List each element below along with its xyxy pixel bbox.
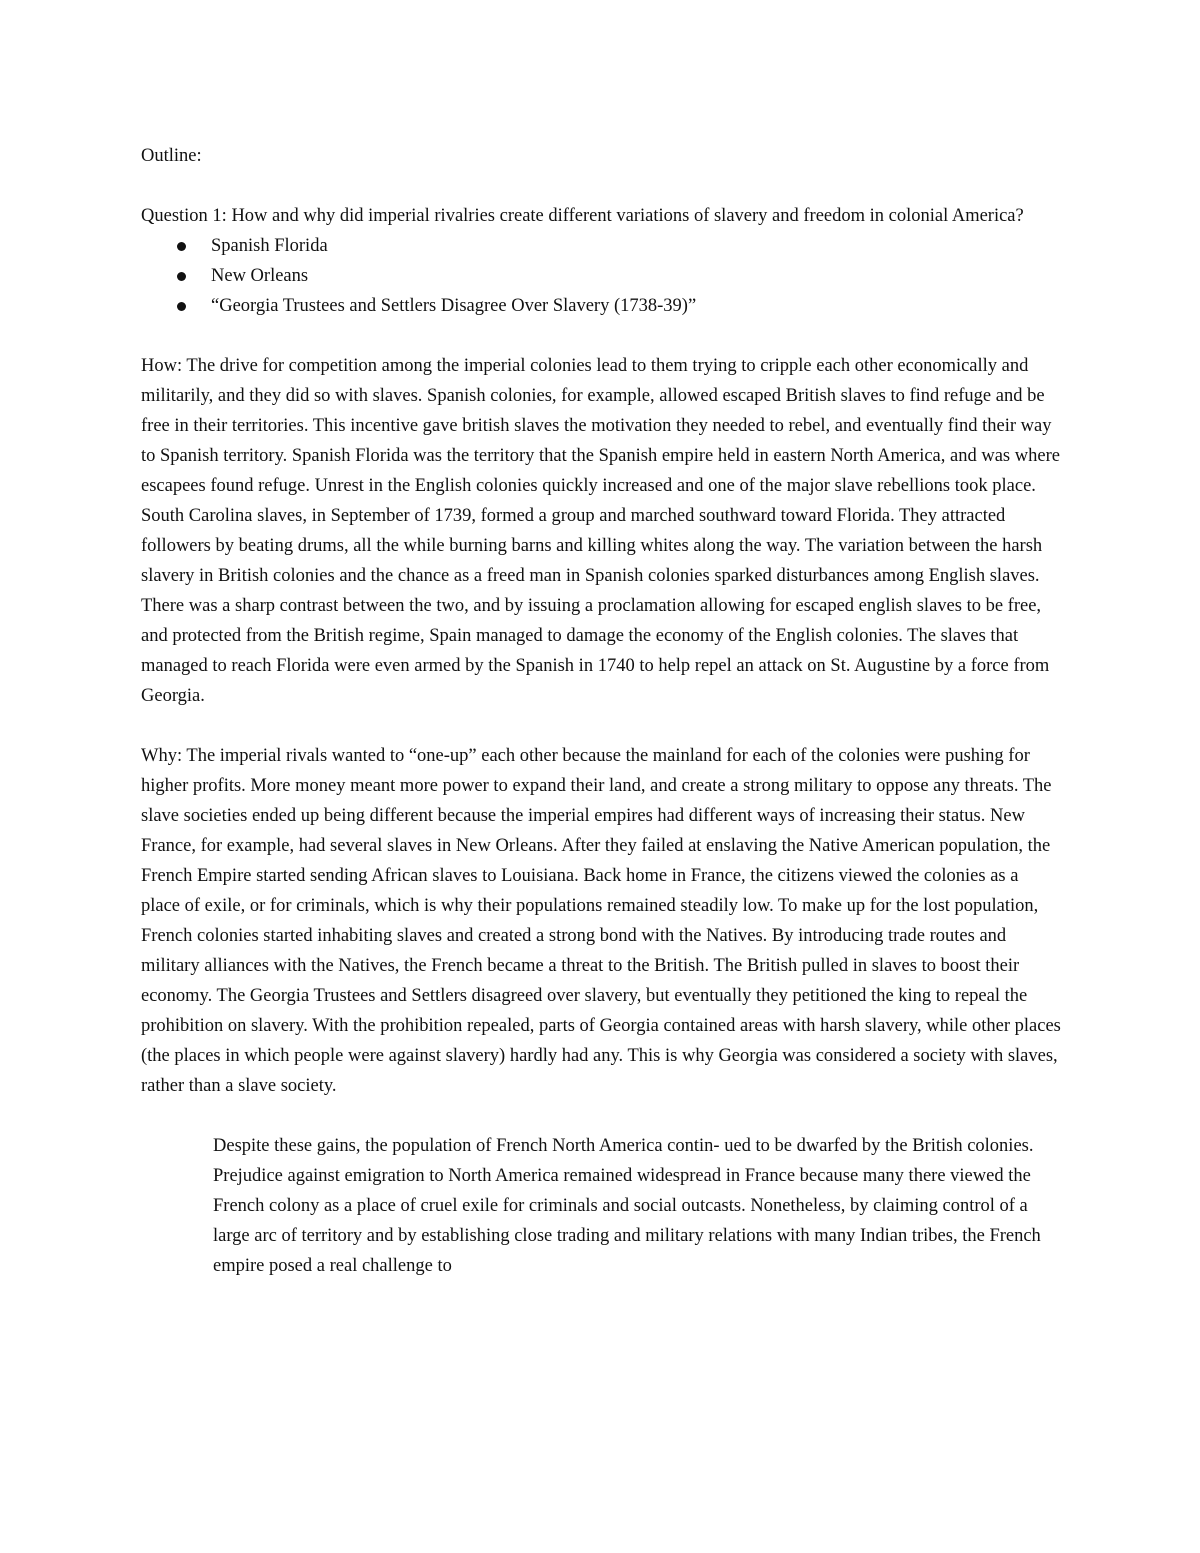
question-text: Question 1: How and why did imperial rivalries create different variations of slavery and freedom in colonial America? [141, 206, 1024, 226]
blank-line [141, 711, 1061, 741]
bullet-icon [177, 242, 186, 251]
how-paragraph: How: The drive for competition among the imperial colonies lead to them trying to cripple each other economically and militarily, and they did so with slaves. Spanish colonies, for example, allowed escaped British slaves to find refuge and be free in their territories. This incentive gave british slaves the motivation they needed to rebel, and eventually find their way to Spanish territory. Spanish Florida was the territory that the Spanish empire held in eastern North America, and was where escapees found refuge. Unrest in the English colonies quickly increased and one of the major slave rebellions took place. South Carolina slaves, in September of 1739, formed a group and marched southward toward Florida. They attracted followers by beating drums, all the while burning barns and killing whites along the way. The variation between the harsh slavery in British colonies and the chance as a freed man in Spanish colonies sparked disturbances among English slaves. There was a sharp contrast between the two, and by issuing a proclamation allowing for escaped english slaves to be free, and protected from the British regime, Spain managed to damage the economy of the English colonies. The slaves that managed to reach Florida were even armed by the Spanish in 1740 to help repel an attack on St. Augustine by a force from Georgia. [141, 356, 1060, 706]
why-paragraph: Why: The imperial rivals wanted to “one-up” each other because the mainland for each of the colonies were pushing for higher profits. More money meant more power to expand their land, and create a strong military to oppose any threats. The slave societies ended up being different because the imperial empires had different ways of increasing their status. New France, for example, had several slaves in New Orleans. After they failed at enslaving the Native American population, the French Empire started sending African slaves to Louisiana. Back home in France, the citizens viewed the colonies as a place of exile, or for criminals, which is why their populations remained steadily low. To make up for the lost population, French colonies started inhabiting slaves and created a strong bond with the Natives. By introducing trade routes and military alliances with the Natives, the French became a threat to the British. The British pulled in slaves to boost their economy. The Georgia Trustees and Settlers disagreed over slavery, but eventually they petitioned the king to repeal the prohibition on slavery. With the prohibition repealed, parts of Georgia contained areas with harsh slavery, while other places (the places in which people were against slavery) hardly had any. This is why Georgia was considered a society with slaves, rather than a slave society. [141, 746, 1061, 1096]
list-item [211, 231, 1061, 261]
outline-heading: Outline: [141, 146, 202, 166]
list-item-text: Spanish Florida [211, 236, 328, 256]
bullet-icon [177, 272, 186, 281]
outline-list [141, 231, 1061, 321]
list-item-text: New Orleans [211, 266, 309, 286]
document-body [141, 141, 1061, 1281]
blank-line [141, 321, 1061, 351]
list-item [211, 291, 1061, 321]
list-item [211, 261, 1061, 291]
block-quote: Despite these gains, the population of French North America contin- ued to be dwarfed by the British colonies. Prejudice against emigration to North America remained widespread in France because many there viewed the French colony as a place of cruel exile for criminals and social outcasts. Nonetheless, by claiming control of a large arc of territory and by establishing close trading and military relations with many Indian tribes, the French empire posed a real challenge to [213, 1136, 1041, 1276]
list-item-text: “Georgia Trustees and Settlers Disagree Over Slavery (1738-39)” [211, 296, 697, 316]
bullet-icon [177, 302, 186, 311]
blank-line [141, 171, 1061, 201]
blank-line [141, 1101, 1061, 1131]
